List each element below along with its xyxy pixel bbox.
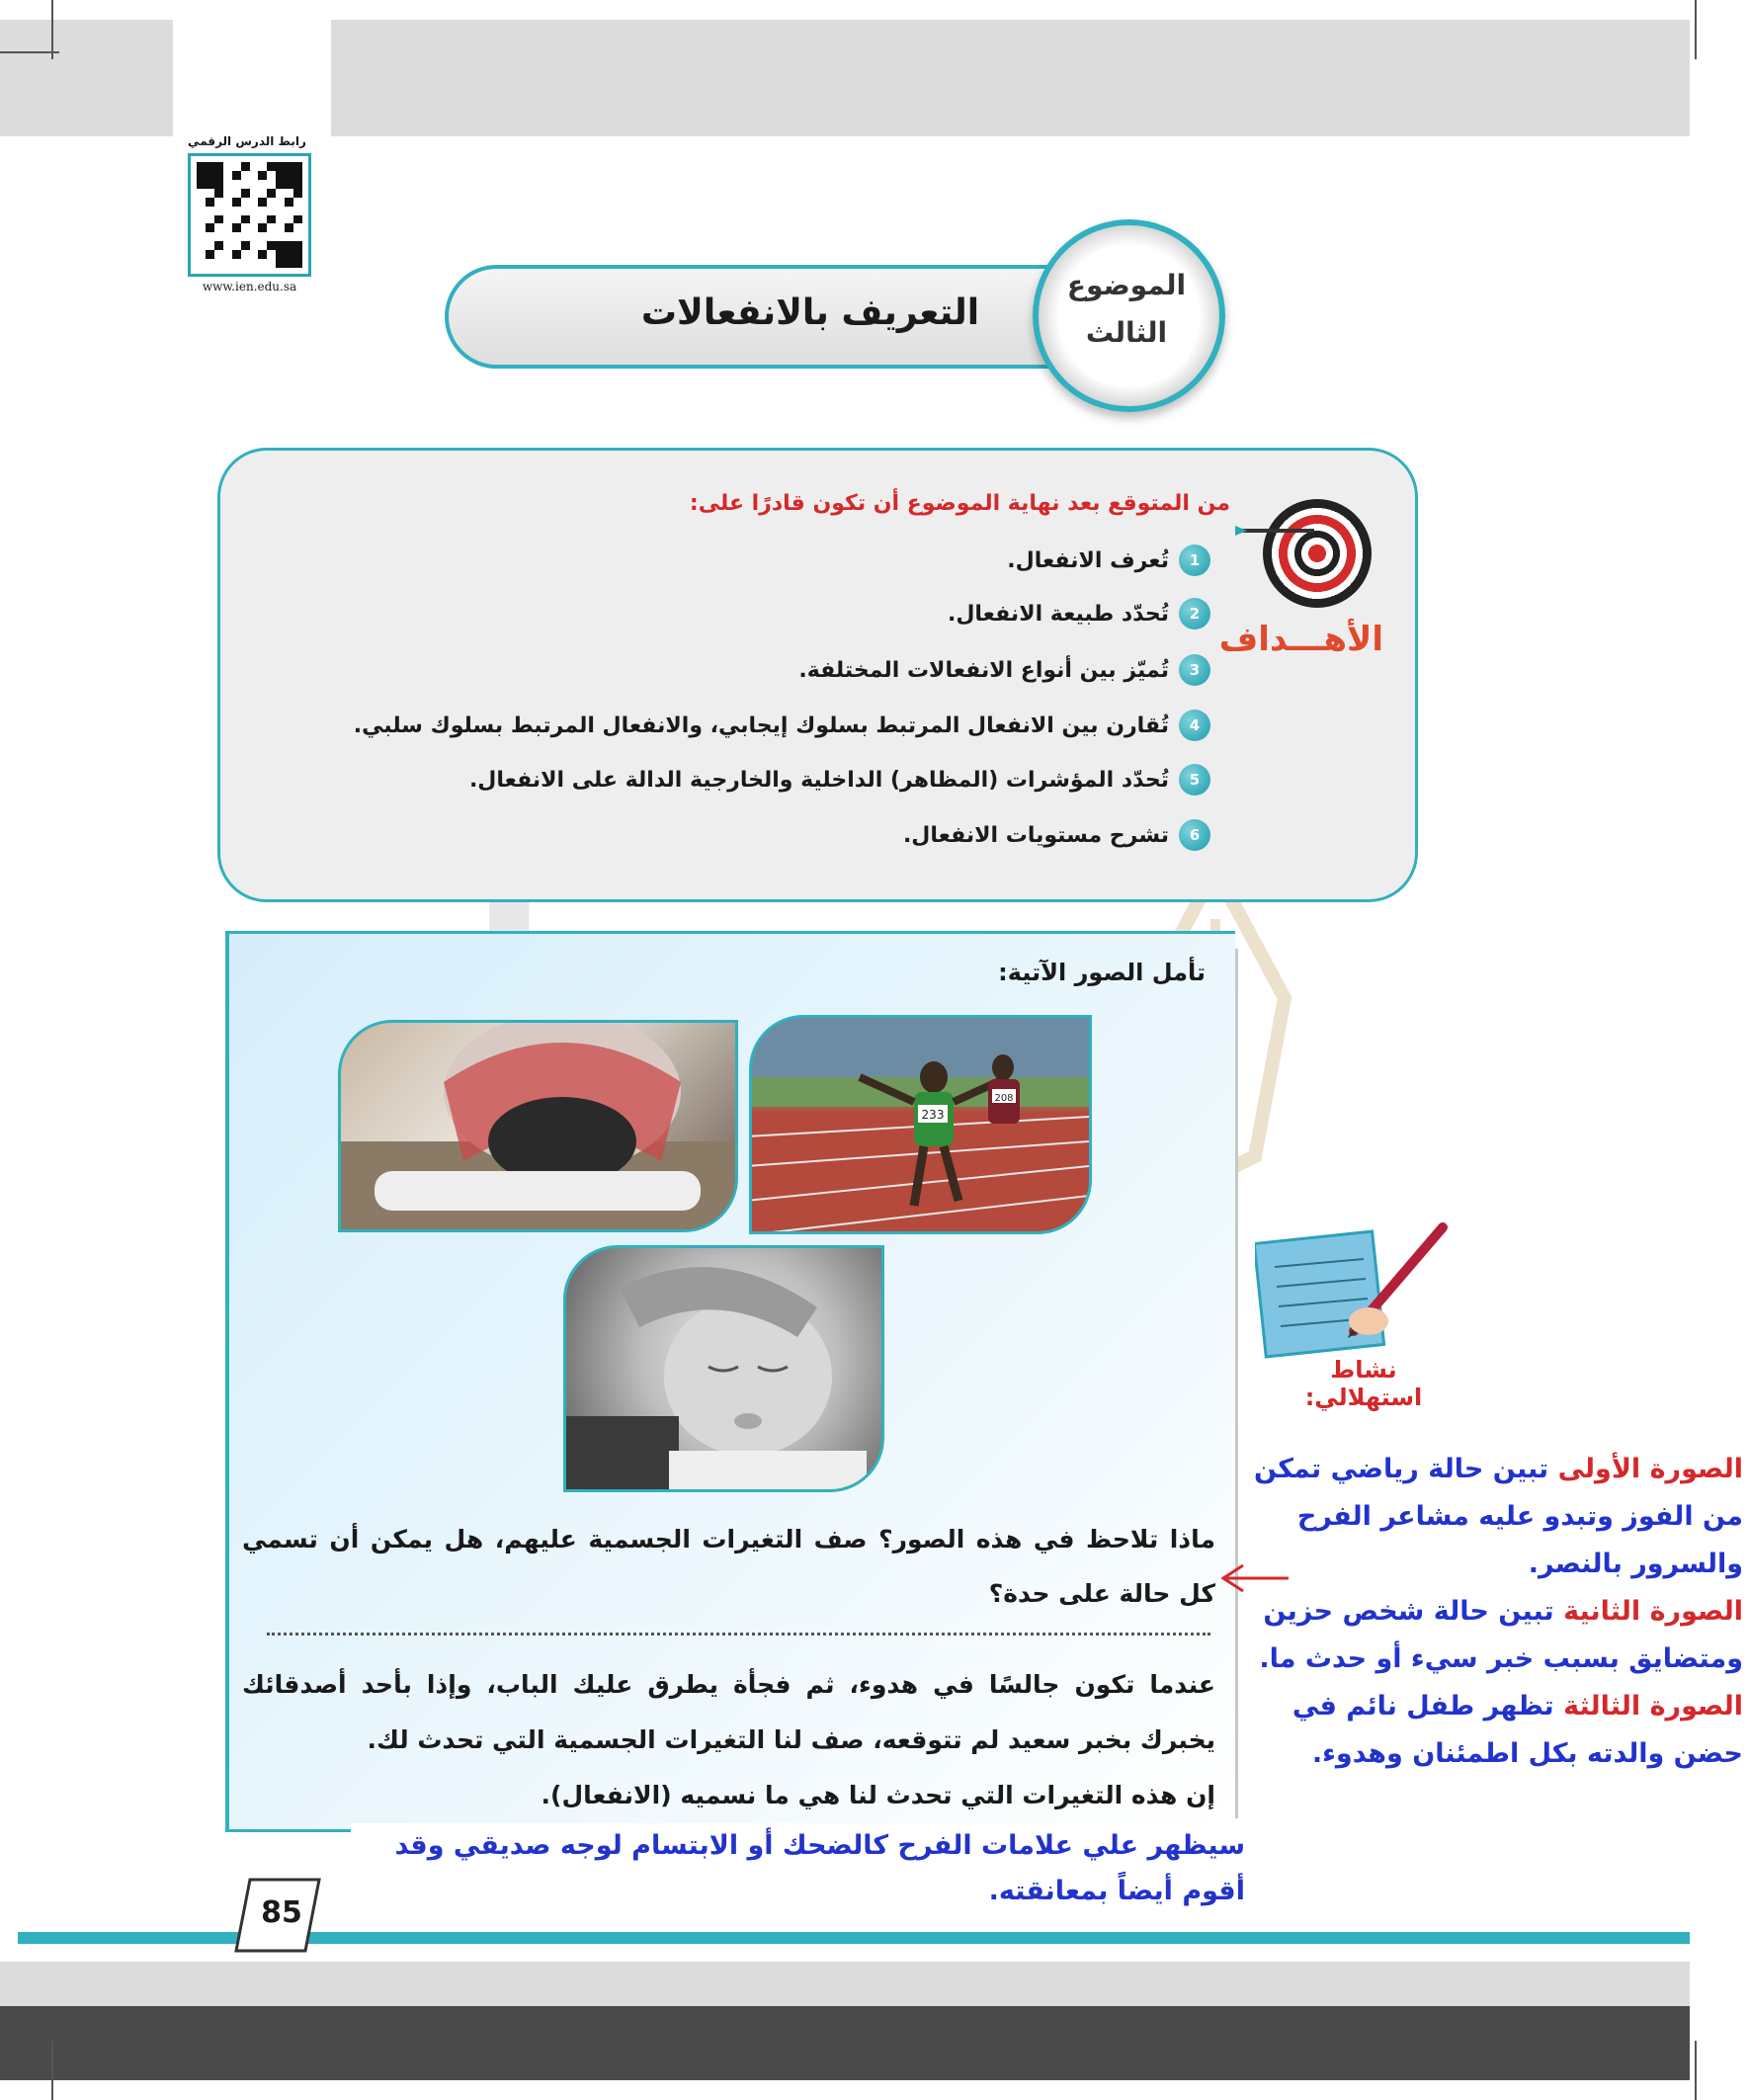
runner-illustration [749,1018,1089,1234]
objective-number: 3 [1179,654,1210,686]
qr-pattern [197,162,302,268]
crop-mark [51,0,53,59]
qr-label: رابط الدرس الرقمي [188,134,306,148]
runner-bib-2: 208 [994,1093,1014,1104]
topic-label-line2: الثالث [1085,316,1168,349]
baby-illustration [563,1248,881,1492]
qr-code[interactable] [188,153,311,277]
photo-runner [749,1015,1092,1234]
objective-number: 6 [1179,819,1210,851]
objectives-intro: من المتوقع بعد نهاية الموضوع أن تكون قادرًا على: [689,491,1230,516]
objective-item [948,594,1210,633]
qr-url[interactable]: www.ien.edu.sa [202,280,297,294]
activity-divider [1235,949,1238,1818]
objective-item [1007,541,1210,580]
picture-annotations [1247,1446,1743,1778]
objective-number: 5 [1179,764,1210,796]
topic-label [1052,262,1201,357]
annotation-second-text: تبين حالة شخص حزين ومتضايق بسبب خبر سيء أو حدث ما. [1259,1596,1743,1674]
objective-text: تشرح مستويات الانفعال. [902,822,1169,848]
dart-icon [1235,526,1324,536]
activity-intro: تأمل الصور الآتية: [998,959,1206,986]
objective-text: تُحدّد طبيعة الانفعال. [947,601,1169,627]
topic-label-line1: الموضوع [1066,269,1187,301]
footer-band-dark [0,2006,1690,2080]
objective-text: تُميّز بين أنواع الانفعالات المختلفة. [798,657,1169,683]
objective-item [903,815,1210,855]
conclusion-text: إن هذه التغيرات التي تحدث لنا هي ما نسميه (الانفعال). [541,1781,1215,1809]
crop-mark [0,51,59,53]
runner-bib-1: 233 [921,1108,945,1122]
activity-question: ماذا تلاحظ في هذه الصور؟ صف التغيرات الجسمية عليهم، هل يمكن أن تسمي كل حالة على حدة؟ [242,1525,1215,1608]
objective-item [798,650,1210,690]
page-number: 85 [261,1895,302,1930]
objective-number: 2 [1179,598,1210,630]
page-title: التعريف بالانفعالات [640,293,980,333]
answer-dotted-line [267,1633,1210,1636]
crop-mark [51,2041,53,2100]
objective-item [469,760,1210,799]
handwritten-answer: سيظهر علي علامات الفرح كالضحك أو الابتسام لوجه صديقي وقد أقوم أيضاً بمعانقته. [351,1823,1245,1914]
objective-number: 4 [1179,710,1210,741]
annotation-third-text: تظهر طفل نائم في حضن والدته بكل اطمئنان وهدوء. [1291,1691,1743,1769]
sad-man-illustration [338,1023,735,1232]
objective-text: تُعرف الانفعال. [1007,547,1169,573]
objective-text: تُقارن بين الانفعال المرتبط بسلوك إيجابي، والانفعال المرتبط بسلوك سلبي. [353,713,1169,738]
objectives-heading: الأهـــداف [1218,620,1383,659]
annotation-second-label: الصورة الثانية [1563,1596,1743,1627]
objective-item [354,706,1210,745]
top-bar-left [0,20,173,136]
annotation-third-label: الصورة الثالثة [1563,1691,1743,1722]
activity-scenario [242,1657,1215,1823]
footer-band-light [0,1962,1690,2006]
annotation-first-text: تبين حالة رياضي تمكن من الفوز وتبدو عليه مشاعر الفرح والسرور بالنصر. [1253,1454,1743,1579]
crop-mark [1695,0,1697,59]
annotation-first-label: الصورة الأولى [1557,1454,1743,1484]
crop-mark [1695,2041,1697,2100]
top-bar-right [331,20,1690,136]
photo-sad-man [338,1020,738,1232]
dartboard-icon [1263,499,1372,608]
activity-label: نشاط استهلالي: [1304,1356,1423,1411]
photo-baby [563,1245,884,1492]
objective-number: 1 [1179,545,1210,576]
scenario-text: عندما تكون جالسًا في هدوء، ثم فجأة يطرق عليك الباب، وإذا بأحد أصدقائك يخبرك بخبر سعيد لم تتوقعه، صف لنا التغيرات الجسمية التي تحدث لك. [242,1670,1215,1754]
pen-notebook-icon [1255,1218,1458,1361]
objective-text: تُحدّد المؤشرات (المظاهر) الداخلية والخارجية الدالة على الانفعال. [468,767,1169,793]
